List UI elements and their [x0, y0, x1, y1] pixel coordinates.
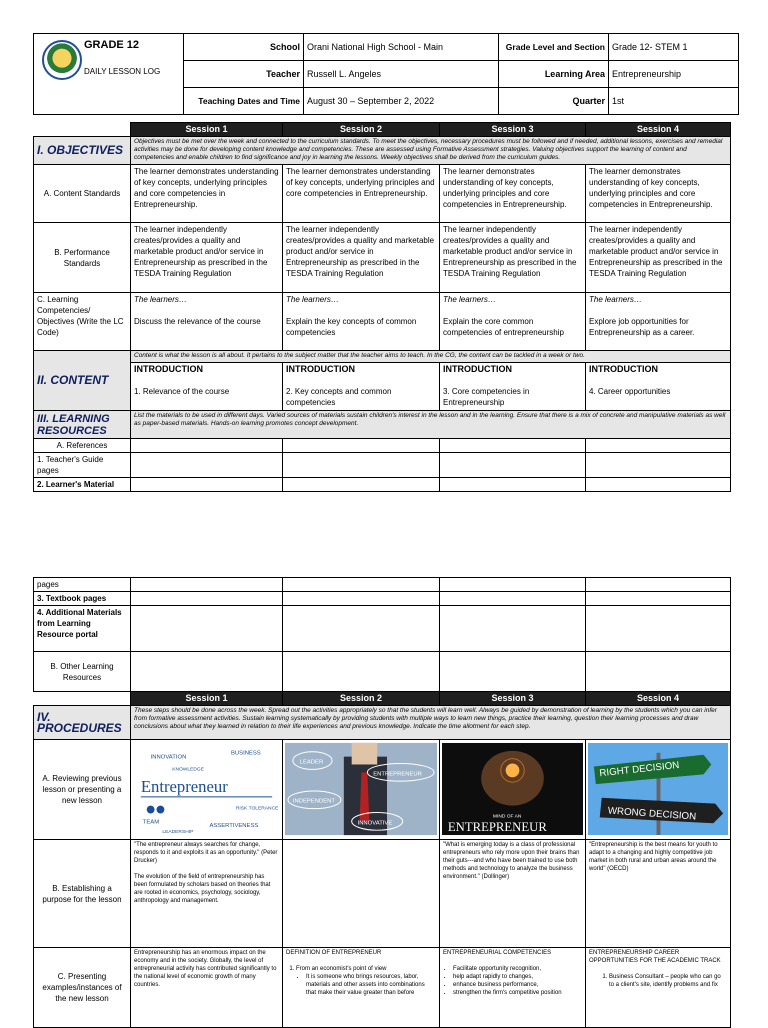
content-title: II. CONTENT [34, 351, 131, 411]
purpose-session-2 [283, 840, 440, 948]
content-topic-3: INTRODUCTION 3. Core competencies in Entrepreneurship [440, 363, 586, 411]
svg-text:LEADERSHIP: LEADERSHIP [162, 830, 194, 836]
performance-standard-1: The learner independently creates/provides a quality and marketable product and/or service in Entrepreneurship as prescribed in the TESDA Training Regulation [131, 223, 283, 293]
content-topic-1: INTRODUCTION 1. Relevance of the course [131, 363, 283, 411]
school-seal-icon [42, 40, 82, 80]
svg-text:KNOWLEDGE: KNOWLEDGE [172, 767, 204, 773]
svg-text:BUSINESS: BUSINESS [231, 750, 261, 757]
procedures-note: These steps should be done across the week. Spread out the activities appropriately so that the students will learn well. Always be guided by demonstration of learning by the students which you can infer from formative assessment activities. Sustain learning systematically by providing students with multiple ways to learn new things, practice their learning, question their learning processes and draw conclusions about what they learned in relation to their life experiences and previous knowledge. Indicate the time allotment for each step. [131, 706, 731, 740]
session-4-header: Session 4 [586, 123, 731, 137]
grade-section-value: Grade 12- STEM 1 [609, 34, 739, 61]
purpose-session-1: "The entrepreneur always searches for change, responds to it and exploits it as an opportunity." (Peter Drucker) The evolution of the field of entrepreneurship has been formulated by scholars based on theories that are rooted in economics, psychology, sociology, anthropology and management. [131, 840, 283, 948]
content-note: Content is what the lesson is all about. It pertains to the subject matter that the teacher aims to teach. In the CG, the content can be tackled in a week or two. [131, 351, 731, 363]
session-3-header: Session 3 [440, 123, 586, 137]
page-2 [0, 575, 768, 1024]
teachers-guide-label: 1. Teacher's Guide pages [34, 453, 131, 478]
resources-title: III. LEARNING RESOURCES [34, 411, 131, 439]
learners-label: The learners… [134, 295, 187, 304]
purpose-session-3: "What is emerging today is a class of professional entrepreneurs who rely more upon their brains than their guts---and who have been trained to use both methods and technology to analyze the business environment." (Dollinger) [440, 840, 586, 948]
session-2-header: Session 2 [283, 123, 440, 137]
content-topic-4: INTRODUCTION 4. Career opportunities [586, 363, 731, 411]
dates-value: August 30 – September 2, 2022 [304, 88, 499, 115]
content-standard-1: The learner demonstrates understanding of key concepts, underlying principles and core competencies in Entrepreneurship. [131, 165, 283, 223]
content-standard-2: The learner demonstrates understanding of key concepts, underlying principles and core competencies in Entrepreneurship. [283, 165, 440, 223]
presenting-examples-label: C. Presenting examples/instances of the new lesson [34, 948, 131, 1028]
svg-text:RISK TOLERANCE: RISK TOLERANCE [235, 806, 279, 812]
session-3-header-2: Session 3 [440, 692, 586, 706]
right-wrong-decision-image [586, 740, 731, 840]
grade-title: GRADE 12 [84, 39, 140, 51]
examples-session-3: ENTREPRENEURIAL COMPETENCIES • Facilitate opportunity recognition, • help adapt rapidly to changes, • enhance business performance, • strengthen the firm's competitive position [440, 948, 586, 1028]
teacher-value: Russell L. Angeles [304, 61, 499, 88]
entrepreneur-wordcloud-image [131, 740, 283, 840]
content-standard-3: The learner demonstrates understanding of key concepts, underlying principles and core competencies in Entrepreneurship. [440, 165, 586, 223]
reviewing-lesson-label: A. Reviewing previous lesson or presenting a new lesson [34, 740, 131, 840]
svg-text:Entrepreneur: Entrepreneur [140, 776, 228, 796]
entrepreneur-businessman-graphic [285, 742, 437, 836]
school-logo-cell [34, 34, 184, 115]
session-1-header: Session 1 [131, 123, 283, 137]
svg-text:INNOVATION: INNOVATION [150, 754, 187, 761]
resources-note: List the materials to be used in different days. Varied sources of materials sustain children's interest in the lesson and in the learning. Ensure that there is a mix of concrete and manipulative materials as well as paper-based materials. Hands-on learning promotes concept development. [131, 411, 731, 439]
quarter-label: Quarter [499, 88, 609, 115]
performance-standard-3: The learner independently creates/provides a quality and marketable product and/or service in Entrepreneurship as prescribed in the TESDA Training Regulation [440, 223, 586, 293]
content-standards-label: A. Content Standards [34, 165, 131, 223]
teacher-label: Teacher [184, 61, 304, 88]
grade-section-label: Grade Level and Section [499, 34, 609, 61]
procedures-title: IV. PROCEDURES [34, 706, 131, 740]
dates-label: Teaching Dates and Time [184, 88, 304, 115]
school-value: Orani National High School - Main [304, 34, 499, 61]
other-resources-label: B. Other Learning Resources [34, 652, 131, 692]
svg-text:ENTREPRENEUR: ENTREPRENEUR [447, 820, 547, 835]
establishing-purpose-label: B. Establishing a purpose for the lesson [34, 840, 131, 948]
competency-3: The learners… Explain the core common competencies of entrepreneurship [440, 293, 586, 351]
additional-materials-label: 4. Additional Materials from Learning Resource portal [34, 606, 131, 652]
learners-material-label: 2. Learner's Material [34, 478, 131, 492]
svg-text:WRONG DECISION: WRONG DECISION [607, 805, 697, 823]
examples-session-4: ENTREPRENEURSHIP CAREER OPPORTUNITIES FOR THE ACADEMIC TRACK 1. Business Consultant – people who can go to a client's site, identify problems and fix [586, 948, 731, 1028]
svg-text:INNOVATIVE: INNOVATIVE [357, 820, 393, 827]
learning-area-label: Learning Area [499, 61, 609, 88]
mind-of-entrepreneur-graphic [442, 742, 583, 836]
svg-text:RIGHT DECISION: RIGHT DECISION [598, 759, 680, 780]
purpose-session-4: "Entrepreneurship is the best means for youth to adapt to a changing and highly competitive job market in both rural and urban areas around the world" (OECD) [586, 840, 731, 948]
school-label: School [184, 34, 304, 61]
competencies-label: C. Learning Competencies/ Objectives (Write the LC Code) [34, 293, 131, 351]
session-1-header-2: Session 1 [131, 692, 283, 706]
svg-text:ENTREPRENEUR: ENTREPRENEUR [373, 771, 422, 778]
procedures-table [33, 577, 731, 1028]
entrepreneur-businessman-image [283, 740, 440, 840]
references-label: A. References [34, 439, 131, 453]
header-table [33, 33, 739, 115]
quarter-value: 1st [609, 88, 739, 115]
svg-text:TEAM: TEAM [142, 819, 160, 826]
log-title: DAILY LESSON LOG [84, 67, 161, 76]
pages-label: pages [34, 578, 131, 592]
svg-text:MIND OF AN: MIND OF AN [492, 814, 522, 820]
competency-2: The learners… Explain the key concepts of common competencies [283, 293, 440, 351]
content-standard-4: The learner demonstrates understanding of key concepts, underlying principles and core competencies in Entrepreneurship. [586, 165, 731, 223]
performance-standard-4: The learner independently creates/provides a quality and marketable product and/or service in Entrepreneurship as prescribed in the TESDA Training Regulation [586, 223, 731, 293]
session-2-header-2: Session 2 [283, 692, 440, 706]
competency-1: The learners… Discuss the relevance of the course [131, 293, 283, 351]
objectives-note: Objectives must be met over the week and connected to the curriculum standards. To meet the objectives, necessary procedures must be followed and if needed, additional lessons, exercises and remedial activities may be done for developing content knowledge and competencies. These are assessed using Formative Assessment strategies. Valuing objectives support the learning of content and competencies and enable children to find significance and joy in learning the lessons. Weekly objectives shall be derived from the curriculum guides. [131, 137, 731, 165]
svg-text:LEADER: LEADER [299, 759, 324, 766]
session-4-header-2: Session 4 [586, 692, 731, 706]
svg-text:INDEPENDENT: INDEPENDENT [292, 798, 335, 805]
competency-4: The learners… Explore job opportunities for Entrepreneurship as a career. [586, 293, 731, 351]
textbook-label: 3. Textbook pages [34, 592, 131, 606]
examples-session-1: Entrepreneurship has an enormous impact on the economy and in the society. Globally, the level of entrepreneurial activity has contributed significantly to the national level of economic growth of many countries. [131, 948, 283, 1028]
performance-standard-2: The learner independently creates/provides a quality and marketable product and/or service in Entrepreneurship as prescribed in the TESDA Training Regulation [283, 223, 440, 293]
learning-area-value: Entrepreneurship [609, 61, 739, 88]
objectives-title: I. OBJECTIVES [34, 137, 131, 165]
decision-signs-graphic [588, 742, 728, 836]
mind-of-entrepreneur-image [440, 740, 586, 840]
entrepreneur-wordcloud-graphic [133, 742, 280, 836]
page-break [0, 520, 768, 575]
examples-session-2: DEFINITION OF ENTREPRENEUR 1. From an economist's point of view • It is someone who brings resources, labor, materials and other assets into combinations that make their value greater than before [283, 948, 440, 1028]
content-topic-2: INTRODUCTION 2. Key concepts and common competencies [283, 363, 440, 411]
performance-standards-label: B. Performance Standards [34, 223, 131, 293]
objectives-table [33, 122, 731, 492]
svg-text:ASSERTIVENESS: ASSERTIVENESS [209, 823, 259, 830]
